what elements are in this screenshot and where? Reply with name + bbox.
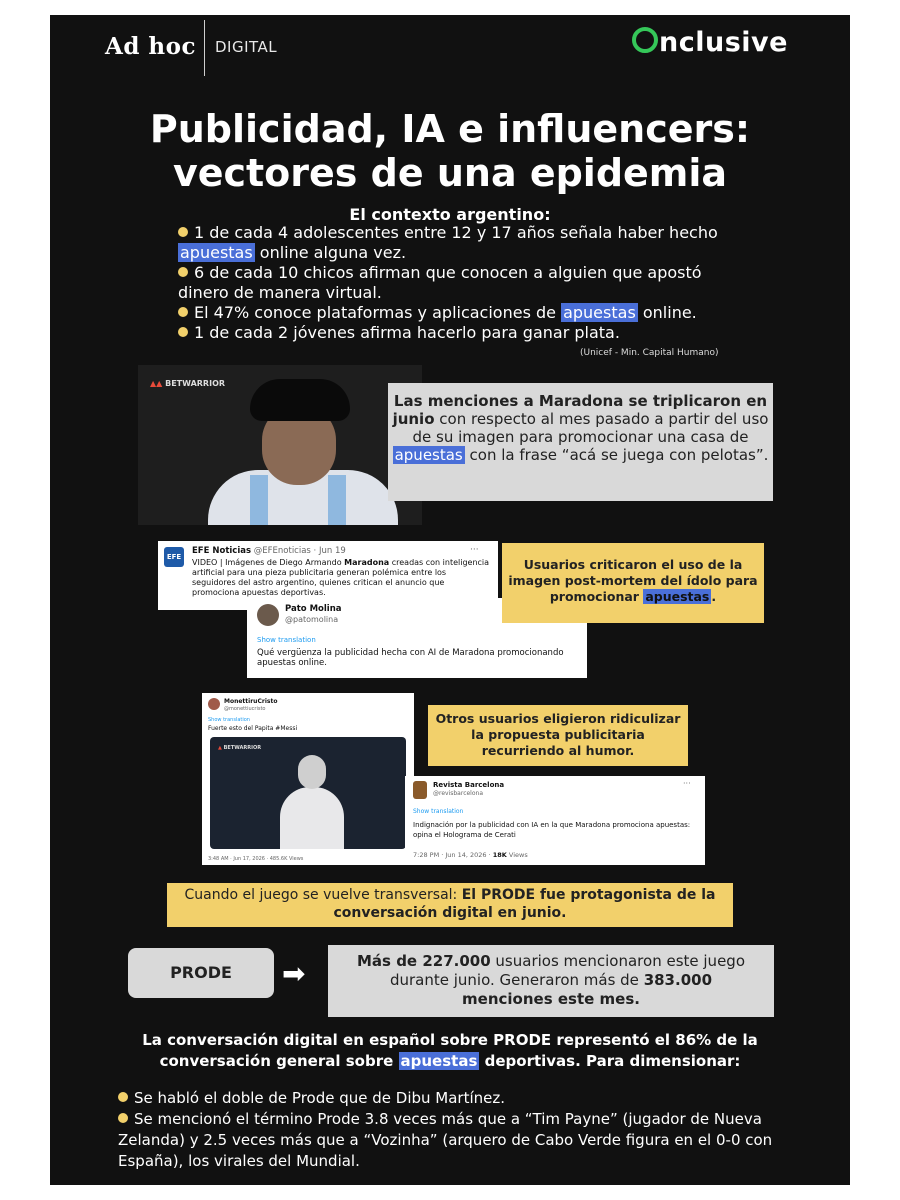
show-translation-link[interactable]: Show translation bbox=[413, 808, 464, 815]
context-heading: El contexto argentino: bbox=[349, 205, 551, 224]
maradona-ad-image bbox=[138, 365, 422, 525]
show-translation-link[interactable]: Show translation bbox=[257, 636, 316, 644]
robe-shape bbox=[280, 787, 344, 849]
monetti-avatar bbox=[208, 698, 220, 710]
tweet-text: Qué vergüenza la publicidad hecha con AI de Maradona promocionando apuestas online. bbox=[257, 648, 564, 668]
betwarrior-logo: ▲ BETWARRIOR bbox=[218, 745, 262, 751]
prode-protagonist-box: Cuando el juego se vuelve transversal: El PRODE fue protagonista de la conversación digital en junio. bbox=[167, 883, 733, 927]
tweet-handle: @revisbarcelona bbox=[433, 790, 483, 797]
context-bullets bbox=[178, 223, 738, 343]
onclusive-o-icon bbox=[632, 27, 658, 53]
title-line-1: Publicidad, IA e influencers: bbox=[149, 107, 751, 151]
more-icon[interactable]: ··· bbox=[683, 779, 691, 788]
tweet-text: Indignación por la publicidad con IA en la que Maradona promociona apuestas: opina el Holograma de Cerati bbox=[413, 821, 691, 839]
pato-avatar bbox=[257, 604, 279, 626]
source-note: (Unicef - Min. Capital Humano) bbox=[580, 348, 719, 358]
list-item: 1 de cada 4 adolescentes entre 12 y 17 años señala haber hecho apuestas online alguna vez. bbox=[180, 223, 718, 262]
infographic bbox=[50, 15, 850, 1185]
tweet-header: EFE Noticias @EFEnoticias · Jun 19 bbox=[192, 546, 346, 556]
list-item: El 47% conoce plataformas y aplicaciones de apuestas online. bbox=[178, 303, 738, 323]
pope-video[interactable] bbox=[210, 737, 406, 849]
onclusive-logo: nclusive bbox=[632, 27, 788, 58]
tweet-name: MonettiruCristo bbox=[224, 698, 278, 705]
prode-share-text: La conversación digital en español sobre PRODE representó el 86% de la conversación general sobre apuestas deportivas. Para dimensionar: bbox=[142, 1031, 758, 1070]
bullet-dot-icon bbox=[118, 1092, 128, 1102]
show-translation-link[interactable]: Show translation bbox=[208, 717, 250, 723]
bullet-dot-icon bbox=[178, 307, 188, 317]
tweet-footer: 3:48 AM · Jun 17, 2026 · 485.6K Views bbox=[208, 856, 304, 862]
betwarrior-logo: ▲▲ BETWARRIOR bbox=[150, 379, 226, 388]
bullet-dot-icon bbox=[178, 227, 188, 237]
efe-avatar: EFE bbox=[164, 547, 184, 567]
arrow-right-icon: ➡ bbox=[282, 957, 306, 990]
maradona-mentions-box: Las menciones a Maradona se triplicaron en junio con respecto al mes pasado a partir del uso de su imagen para promocionar una casa de apuestas con la frase “acá se juega con pelotas”. bbox=[388, 383, 773, 501]
bullet-dot-icon bbox=[178, 267, 188, 277]
prode-label: PRODE bbox=[128, 948, 274, 998]
list-item: 1 de cada 2 jóvenes afirma hacerlo para ganar plata. bbox=[178, 323, 738, 343]
logo-divider bbox=[204, 20, 205, 76]
bullet-dot-icon bbox=[178, 327, 188, 337]
tweet-handle: @patomolina bbox=[285, 615, 339, 624]
prode-stats-box: Más de 227.000 usuarios mencionaron este juego durante junio. Generaron más de 383.000 menciones este mes. bbox=[328, 945, 774, 1017]
hair-shape bbox=[250, 379, 350, 421]
more-icon[interactable]: ··· bbox=[470, 545, 479, 555]
revista-avatar bbox=[413, 781, 427, 799]
tweet-name: Pato Molina bbox=[285, 604, 342, 614]
list-item: Se habló el doble de Prode que de Dibu Martínez. bbox=[118, 1088, 788, 1109]
shirt-stripe bbox=[328, 475, 346, 525]
adhoc-logo: Ad hoc bbox=[105, 33, 197, 60]
tweet-revista-barcelona[interactable] bbox=[405, 776, 705, 865]
tweet-text: Fuerte esto del Papita #Messi bbox=[208, 725, 298, 732]
tweet-monetti[interactable] bbox=[202, 693, 414, 865]
comparison-bullets bbox=[118, 1088, 788, 1172]
tweet-name: Revista Barcelona bbox=[433, 781, 505, 789]
page-title bbox=[50, 107, 850, 195]
tweet-handle: @monettiucristo bbox=[224, 706, 266, 712]
head-shape bbox=[298, 755, 326, 789]
list-item: 6 de cada 10 chicos afirman que conocen a alguien que apostó dinero de manera virtual. bbox=[178, 263, 702, 302]
tweet-text: VIDEO | Imágenes de Diego Armando Maradona creadas con inteligencia artificial para una pieza publicitaria generan polémica entre los seguidores del astro argentino, quienes critican el anuncio que promociona apuestas deportivas. bbox=[192, 558, 490, 597]
critics-box: Usuarios criticaron el uso de la imagen post-mortem del ídolo para promocionar apuestas . bbox=[502, 543, 764, 623]
shirt-stripe bbox=[250, 475, 268, 525]
title-line-2: vectores de una epidemia bbox=[172, 151, 728, 195]
tweet-footer: 7:28 PM · Jun 14, 2026 · 18K Views bbox=[413, 851, 528, 859]
bullet-dot-icon bbox=[118, 1113, 128, 1123]
digital-label: DIGITAL bbox=[215, 38, 278, 56]
list-item: Se mencionó el término Prode 3.8 veces más que a “Tim Payne” (jugador de Nueva Zelanda) y 2.5 veces más que a “Vozinha” (arquero de Cabo Verde figura en el 0-0 con España), los virales del Mundial. bbox=[118, 1110, 773, 1170]
humor-box: Otros usuarios eligieron ridiculizar la propuesta publicitaria recurriendo al humor. bbox=[428, 705, 688, 766]
